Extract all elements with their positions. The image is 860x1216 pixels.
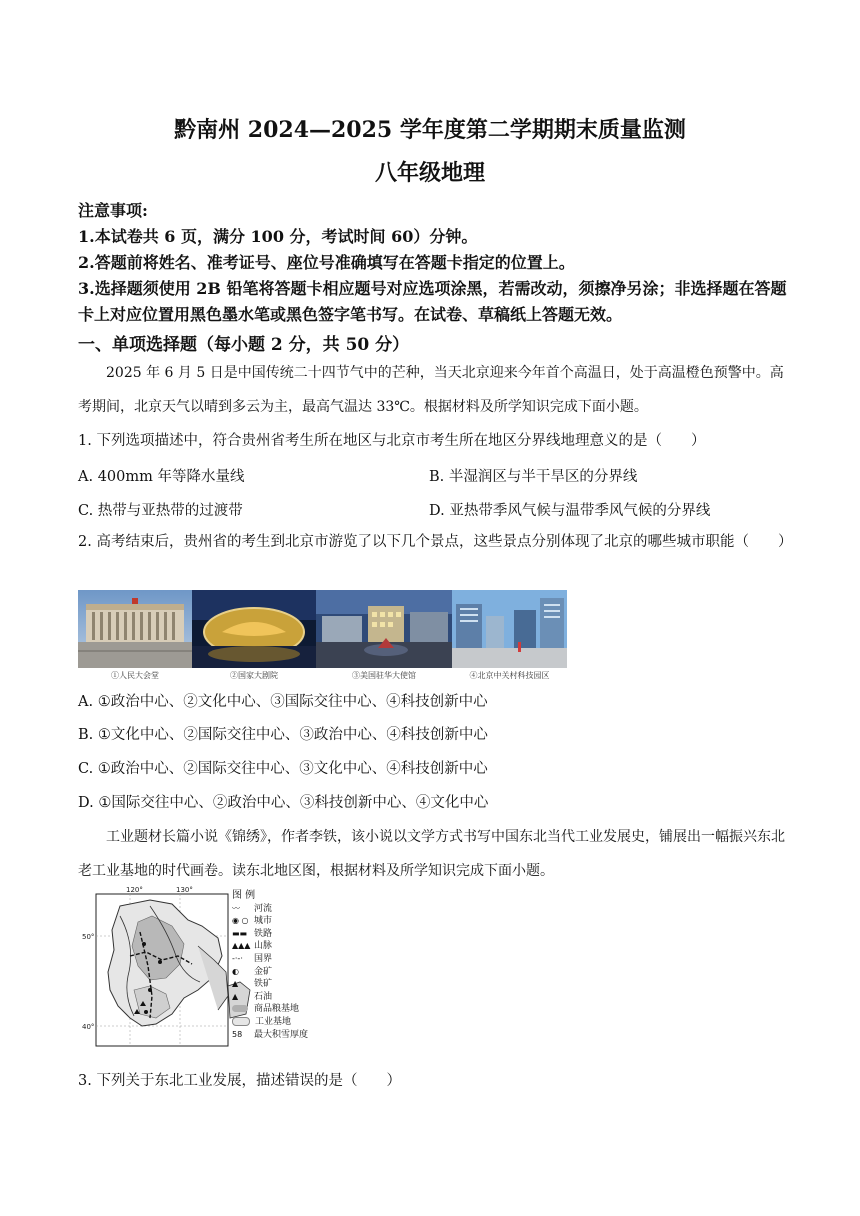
legend-item: ◐ 金矿	[232, 966, 273, 977]
photo-caption: ②国家大剧院	[230, 671, 278, 680]
q1-option-c: C. 热带与亚热带的过渡带	[78, 503, 243, 519]
legend-item: ◉ ○ 城市	[232, 916, 273, 927]
note-item: 2.答题前将姓名、准考证号、座位号准确填写在答题卡指定的位置上。	[78, 253, 575, 272]
q1-option-d: D. 亚热带季风气候与温带季风气候的分界线	[429, 503, 711, 519]
photo-grand-theatre	[192, 590, 316, 668]
legend-item: ▲ 铁矿	[232, 979, 273, 990]
notes-heading: 注意事项:	[78, 201, 148, 220]
q2-option-c: C. ①政治中心、②国际交往中心、③文化中心、④科技创新中心	[78, 761, 488, 777]
northeast-map	[80, 886, 348, 1062]
exam-title: 黔南州 2024—2025 学年度第二学期期末质量监测	[174, 117, 686, 143]
legend-item: 商品粮基地	[232, 1003, 348, 1016]
q2-option-a: A. ①政治中心、②文化中心、③国际交往中心、④科技创新中心	[78, 694, 488, 710]
photo-great-hall	[78, 590, 192, 668]
q2-option-d: D. ①国际交往中心、②政治中心、③科技创新中心、④文化中心	[78, 795, 489, 811]
landmark-photos	[78, 590, 567, 682]
lat-label: 40°	[82, 1023, 95, 1031]
q1-option-a: A. 400mm 年等降水量线	[78, 469, 245, 485]
legend-item: ▬▬ 铁路	[232, 928, 273, 939]
legend-item: 〰 河流	[232, 903, 273, 914]
photo-zhongguancun	[452, 590, 567, 668]
exam-subtitle: 八年级地理	[374, 160, 485, 186]
map-legend	[232, 890, 348, 1041]
question-2-stem: 2. 高考结束后，贵州省的考生到北京市游览了以下几个景点，这些景点分别体现了北京的哪些城市职能（ ）	[78, 534, 793, 550]
legend-item: -·-· 国界	[232, 953, 273, 964]
passage-1: 2025 年 6 月 5 日是中国传统二十四节气中的芒种，当天北京迎来今年首个高温日，处于高温橙色预警中。高考期间，北京天气以晴到多云为主，最高气温达 33℃。根据材料及所学知识完成下面小题。	[78, 365, 784, 415]
lon-label: 130°	[176, 886, 193, 894]
legend-item: ▲▲▲ 山脉	[232, 941, 273, 952]
lon-label: 120°	[126, 886, 143, 894]
note-item: 1.本试卷共 6 页，满分 100 分，考试时间 60）分钟。	[78, 227, 478, 246]
note-item: 3.选择题须使用 2B 铅笔将答题卡相应题号对应选项涂黑，若需改动，须擦净另涂；非选择题在答题卡上对应位置用黑色墨水笔或黑色签字笔书写。在试卷、草稿纸上答题无效。	[78, 279, 787, 324]
photo-caption: ①人民大会堂	[111, 671, 159, 680]
q1-option-b: B. 半湿润区与半干旱区的分界线	[429, 469, 638, 485]
passage-2: 工业题材长篇小说《锦绣》，作者李铁，该小说以文学方式书写中国东北当代工业发展史，铺展出一幅振兴东北老工业基地的时代画卷。读东北地区图，根据材料及所学知识完成下面小题。	[78, 829, 785, 879]
question-1-stem: 1. 下列选项描述中，符合贵州省考生所在地区与北京市考生所在地区分界线地理意义的是（ ）	[78, 433, 706, 449]
photo-caption: ④北京中关村科技园区	[469, 671, 550, 680]
lat-label: 50°	[82, 933, 95, 941]
legend-item: 58 最大积雪厚度	[232, 1029, 309, 1040]
legend-item: 工业基地	[232, 1016, 348, 1029]
section-heading: 一、单项选择题（每小题 2 分，共 50 分）	[78, 335, 410, 355]
q2-option-b: B. ①文化中心、②国际交往中心、③政治中心、④科技创新中心	[78, 727, 488, 743]
legend-title: 图 例	[232, 890, 256, 901]
question-3-stem: 3. 下列关于东北工业发展，描述错误的是（ ）	[78, 1073, 401, 1089]
legend-item: ▲ 石油	[232, 991, 273, 1002]
photo-us-embassy	[316, 590, 452, 668]
photo-caption: ③美国驻华大使馆	[352, 671, 416, 680]
